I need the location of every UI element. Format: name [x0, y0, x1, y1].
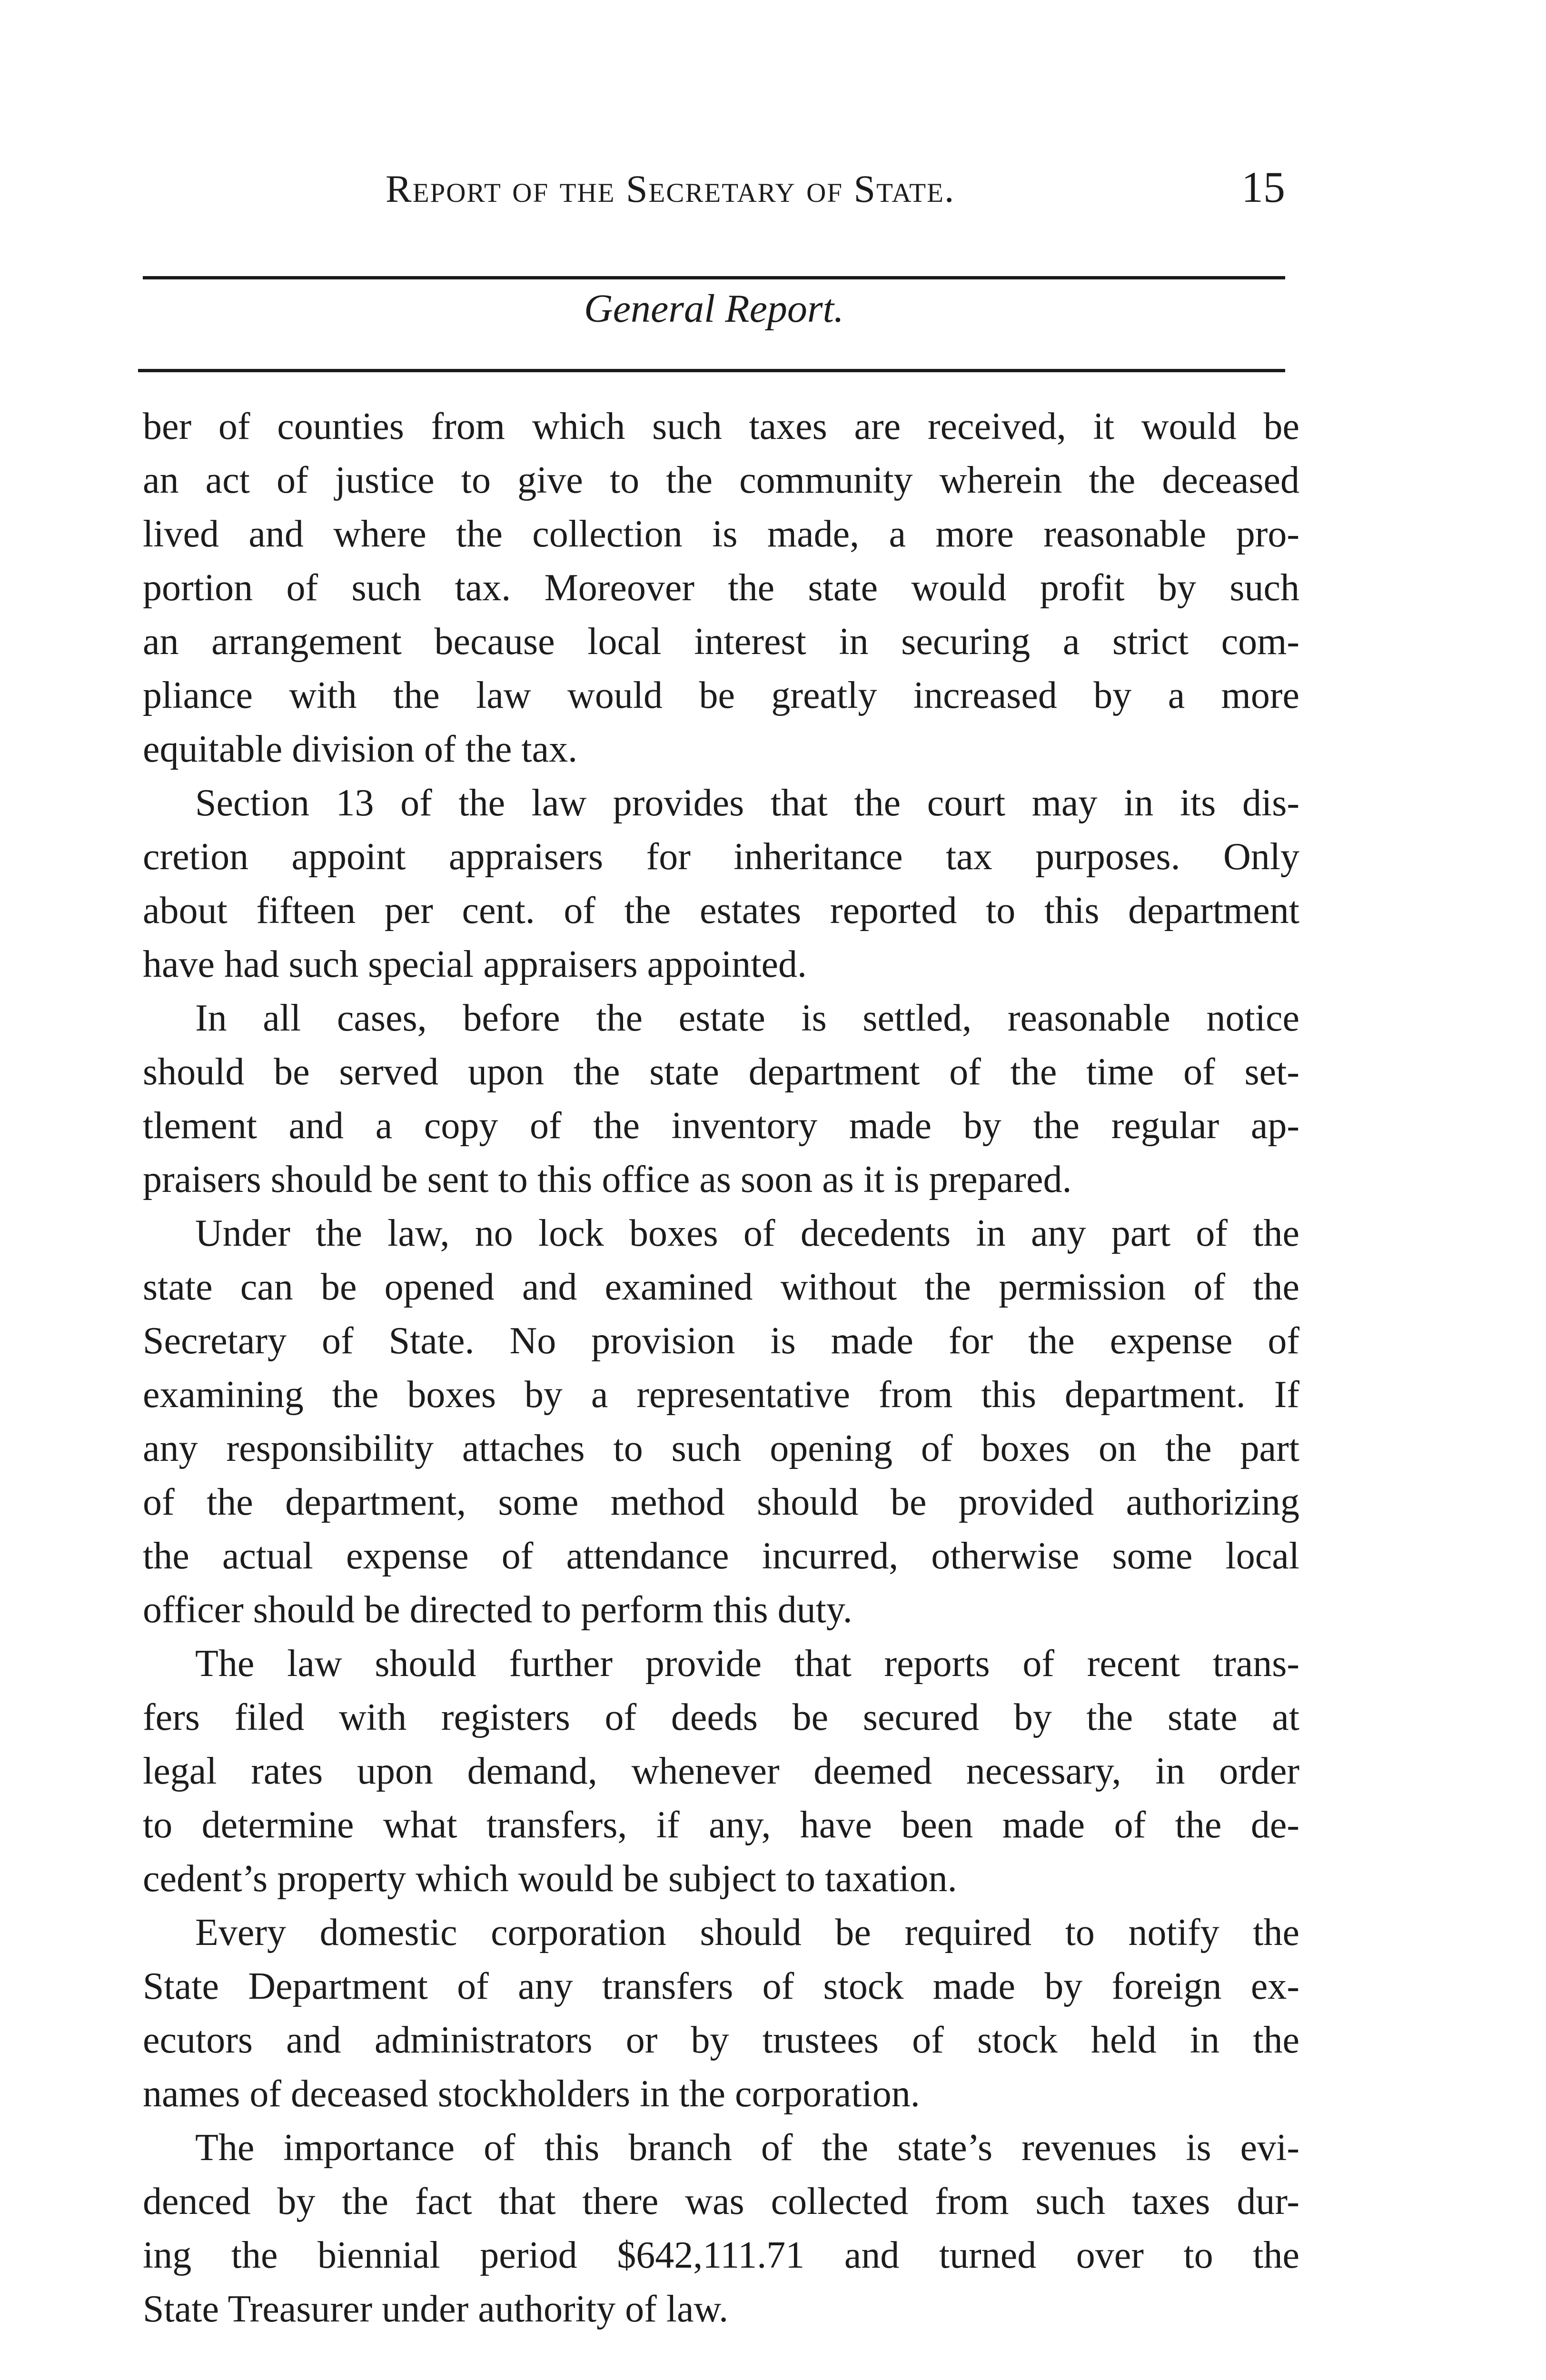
text-line: ecutors and administrators or by trustees of stock held in the: [143, 2019, 1299, 2061]
text-line: State Treasurer under authority of law.: [143, 2288, 729, 2330]
text-line: ing the biennial period $642,111.71 and turned over to the: [143, 2234, 1299, 2276]
text-line: Every domestic corporation should be required to notify the: [195, 1912, 1299, 1954]
text-line: The importance of this branch of the state’s revenues is evi-: [195, 2127, 1299, 2169]
text-line: equitable division of the tax.: [143, 728, 578, 770]
header-rule-top: [143, 276, 1285, 279]
text-line: lived and where the collection is made, a more reasonable pro-: [143, 513, 1299, 555]
section-title: General Report.: [584, 287, 844, 331]
text-line: ber of counties from which such taxes are received, it would be: [143, 406, 1299, 447]
text-line: legal rates upon demand, whenever deemed necessary, in order: [143, 1750, 1299, 1792]
text-line: cedent’s property which would be subject to taxation.: [143, 1858, 957, 1900]
text-line: fers filed with registers of deeds be secured by the state at: [143, 1696, 1299, 1738]
text-line: an arrangement because local interest in securing a strict com-: [143, 621, 1299, 663]
text-line: have had such special appraisers appointed.: [143, 943, 807, 985]
page-header: [143, 157, 1285, 214]
running-head: Report of the Secretary of State.: [386, 167, 955, 210]
text-line: any responsibility attaches to such opening of boxes on the part: [143, 1428, 1299, 1469]
text-line: should be served upon the state department of the time of set-: [143, 1051, 1299, 1093]
text-line: names of deceased stockholders in the corporation.: [143, 2073, 920, 2115]
text-line: about fifteen per cent. of the estates reported to this department: [143, 890, 1299, 932]
text-line: examining the boxes by a representative from this department. If: [143, 1374, 1299, 1416]
text-line: an act of justice to give to the community wherein the deceased: [143, 459, 1299, 501]
text-line: Section 13 of the law provides that the court may in its dis-: [195, 782, 1299, 824]
text-line: pliance with the law would be greatly increased by a more: [143, 674, 1299, 716]
text-line: officer should be directed to perform this duty.: [143, 1589, 852, 1631]
text-line: portion of such tax. Moreover the state would profit by such: [143, 567, 1299, 609]
header-rule-bottom: [138, 369, 1285, 372]
body-text: [143, 400, 1299, 2336]
page-number: 15: [1241, 163, 1285, 211]
text-line: cretion appoint appraisers for inheritance tax purposes. Only: [143, 836, 1299, 878]
text-line: praisers should be sent to this office as soon as it is prepared.: [143, 1159, 1072, 1200]
text-line: Secretary of State. No provision is made for the expense of: [143, 1320, 1299, 1362]
text-line: Under the law, no lock boxes of decedents in any part of the: [195, 1212, 1299, 1254]
text-line: tlement and a copy of the inventory made by the regular ap-: [143, 1105, 1299, 1147]
text-line: of the department, some method should be provided authorizing: [143, 1481, 1299, 1523]
text-line: The law should further provide that reports of recent trans-: [195, 1643, 1299, 1685]
text-line: denced by the fact that there was collected from such taxes dur-: [143, 2181, 1299, 2222]
text-line: In all cases, before the estate is settled, reasonable notice: [195, 997, 1299, 1039]
text-line: to determine what transfers, if any, have been made of the de-: [143, 1804, 1299, 1846]
text-line: State Department of any transfers of stock made by foreign ex-: [143, 1965, 1299, 2007]
text-line: state can be opened and examined without the permission of the: [143, 1266, 1299, 1308]
text-line: the actual expense of attendance incurred, otherwise some local: [143, 1535, 1299, 1577]
